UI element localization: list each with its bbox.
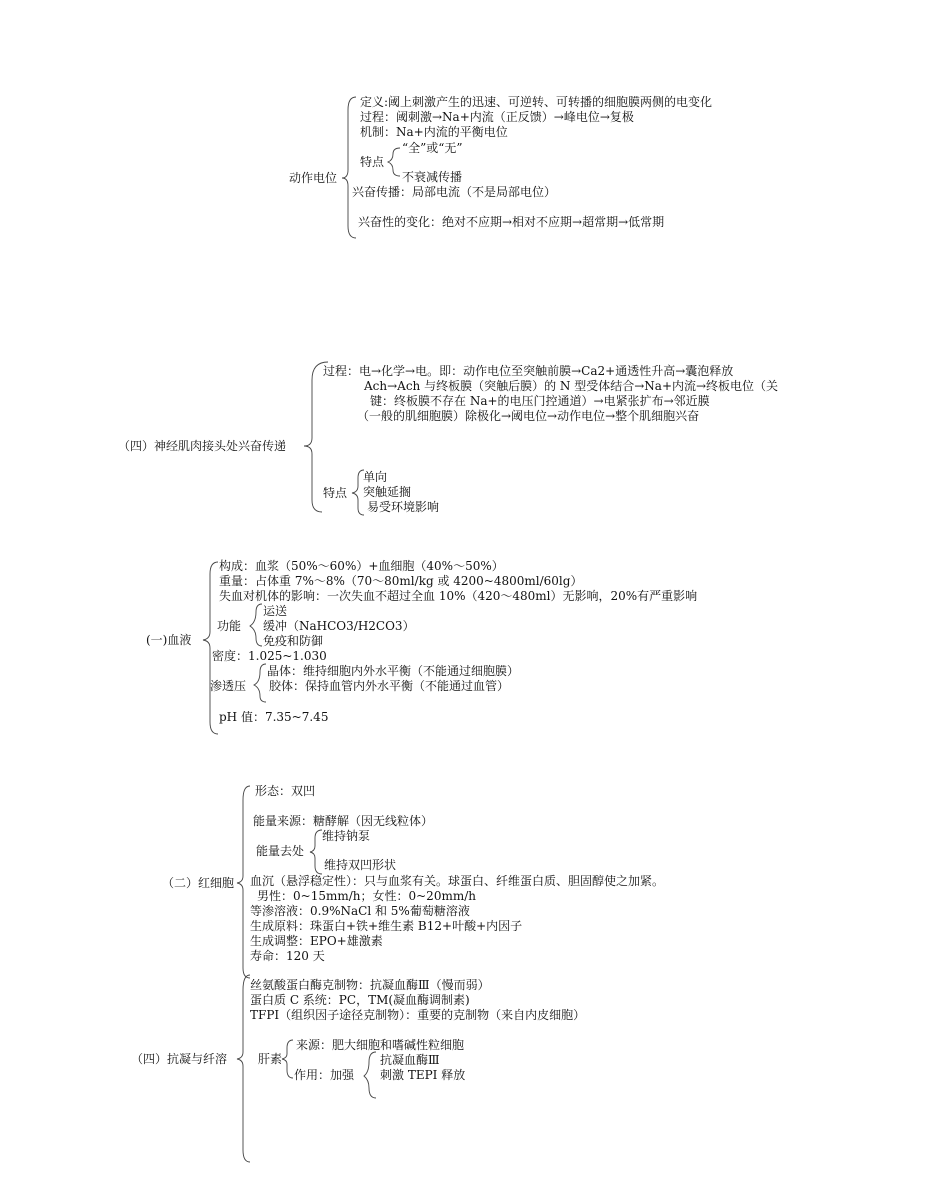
brace-energy-use	[310, 830, 322, 874]
blood-density: 密度：1.025~1.030	[212, 649, 327, 663]
rbc-energy-use-label: 能量去处	[256, 844, 305, 858]
brace-action-potential	[342, 97, 356, 238]
anticoag-tfpi: TFPI（组织因子途径克制物）：重要的克制物（来自内皮细胞）	[250, 1008, 586, 1022]
ap-conduction: 兴奋传播：局部电流（不是局部电位）	[352, 185, 557, 199]
rbc-shape: 形态：双凹	[255, 784, 316, 798]
rbc-esr: 血沉（悬浮稳定性）：只与血浆有关。球蛋白、纤维蛋白质、胆固醇使之加紧。	[250, 874, 665, 888]
brace-ap-features	[388, 148, 400, 176]
nmj-feature-environment: 易受环境影响	[367, 500, 440, 514]
ap-definition: 定义:阈上刺激产生的迅速、可逆转、可转播的细胞膜两侧的电变化	[360, 95, 713, 109]
brace-anticoag	[237, 975, 250, 1162]
nmj-feature-synaptic-delay: 突触延搁	[363, 485, 412, 499]
rbc-root: （二）红细胞	[162, 876, 235, 890]
ap-process: 过程：阈刺激→Na+内流（正反馈）→峰电位→复极	[360, 110, 634, 124]
rbc-lifespan: 寿命：120 天	[250, 949, 325, 963]
anticoag-root: （四）抗凝与纤溶	[131, 1052, 228, 1066]
blood-ph: pH 值：7.35~7.45	[219, 710, 329, 724]
rbc-regulation: 生成调整：EPO+雄激素	[250, 934, 383, 948]
nmj-process-line-2: Ach→Ach 与终板膜（突触后膜）的 N 型受体结合→Na+内流→终板电位（关	[364, 379, 779, 393]
blood-function-transport: 运送	[263, 604, 288, 618]
blood-loss: 失血对机体的影响：一次失血不超过全血 10%（420～480ml）无影响，20%有严重影响	[219, 589, 698, 603]
blood-osmotic-colloid: 胶体：保持血管内外水平衡（不能通过血管）	[269, 679, 510, 693]
heparin-label: 肝素	[258, 1052, 283, 1066]
blood-root: (一)血液	[146, 633, 192, 647]
nmj-process-line-1: 过程：电→化学→电。即：动作电位至突触前膜→Ca2+通透性升高→囊泡释放	[323, 364, 734, 378]
brace-blood	[203, 562, 218, 734]
rbc-energy-source: 能量来源：糖酵解（因无线粒体）	[253, 814, 434, 828]
blood-function-buffer: 缓冲（NaHCO3/H2CO3）	[263, 619, 415, 633]
ap-features-label: 特点	[360, 155, 385, 169]
anticoag-protein-c: 蛋白质 C 系统：PC，TM(凝血酶调制素)	[250, 993, 470, 1007]
ap-mechanism: 机制：Na+内流的平衡电位	[360, 125, 508, 139]
blood-osmotic-crystal: 晶体：维持细胞内外水平衡（不能通过细胞膜）	[267, 664, 520, 678]
heparin-action-antithrombin: 抗凝血酶Ⅲ	[380, 1053, 440, 1067]
anticoag-serpin: 丝氨酸蛋白酶克制物：抗凝血酶Ⅲ（慢而弱）	[250, 978, 490, 992]
ap-excitability: 兴奋性的变化：绝对不应期→相对不应期→超常期→低常期	[358, 215, 665, 229]
heparin-action-label: 作用：加强	[294, 1068, 355, 1082]
brace-heparin	[282, 1040, 293, 1078]
brace-osmotic	[254, 664, 266, 702]
brace-rbc	[237, 786, 250, 978]
brace-heparin-action	[364, 1052, 376, 1098]
heparin-source: 来源：肥大细胞和嗜碱性粒细胞	[296, 1038, 465, 1052]
ap-feature-non-decrement: 不衰减传播	[402, 170, 463, 184]
blood-osmotic-label: 渗透压	[210, 679, 247, 693]
nmj-root: （四）神经肌肉接头处兴奋传递	[118, 439, 287, 453]
rbc-energy-use-shape: 维持双凹形状	[324, 858, 397, 872]
rbc-materials: 生成原料：珠蛋白+铁+维生素 B12+叶酸+内因子	[250, 919, 523, 933]
blood-weight: 重量：占体重 7%～8%（70～80ml/kg 或 4200~4800ml/60lg）	[219, 574, 583, 588]
rbc-esr-values: 男性：0~15mm/h；女性：0~20mm/h	[257, 889, 476, 903]
nmj-process-line-3: 键：终板膜不存在 Na+的电压门控通道）→电紧张扩布→邻近膜	[370, 394, 710, 408]
ap-feature-all-or-none: “全”或“无”	[402, 141, 463, 155]
blood-function-label: 功能	[217, 619, 242, 633]
rbc-isotonic: 等渗溶液：0.9%NaCl 和 5%葡萄糖溶液	[250, 904, 470, 918]
rbc-energy-use-pump: 维持钠泵	[322, 829, 371, 843]
blood-function-immunity: 免疫和防御	[263, 634, 324, 648]
blood-composition: 构成：血浆（50%～60%）+血细胞（40%～50%）	[219, 559, 504, 573]
heparin-action-tfpi-release: 刺激 TEPI 释放	[380, 1068, 466, 1082]
nmj-feature-unidirectional: 单向	[363, 470, 388, 484]
action-potential-root: 动作电位	[289, 171, 338, 185]
brace-blood-function	[250, 604, 262, 646]
nmj-features-label: 特点	[323, 486, 348, 500]
nmj-process-line-4: （一般的肌细胞膜）除极化→阈电位→动作电位→整个肌细胞兴奋	[357, 409, 700, 423]
